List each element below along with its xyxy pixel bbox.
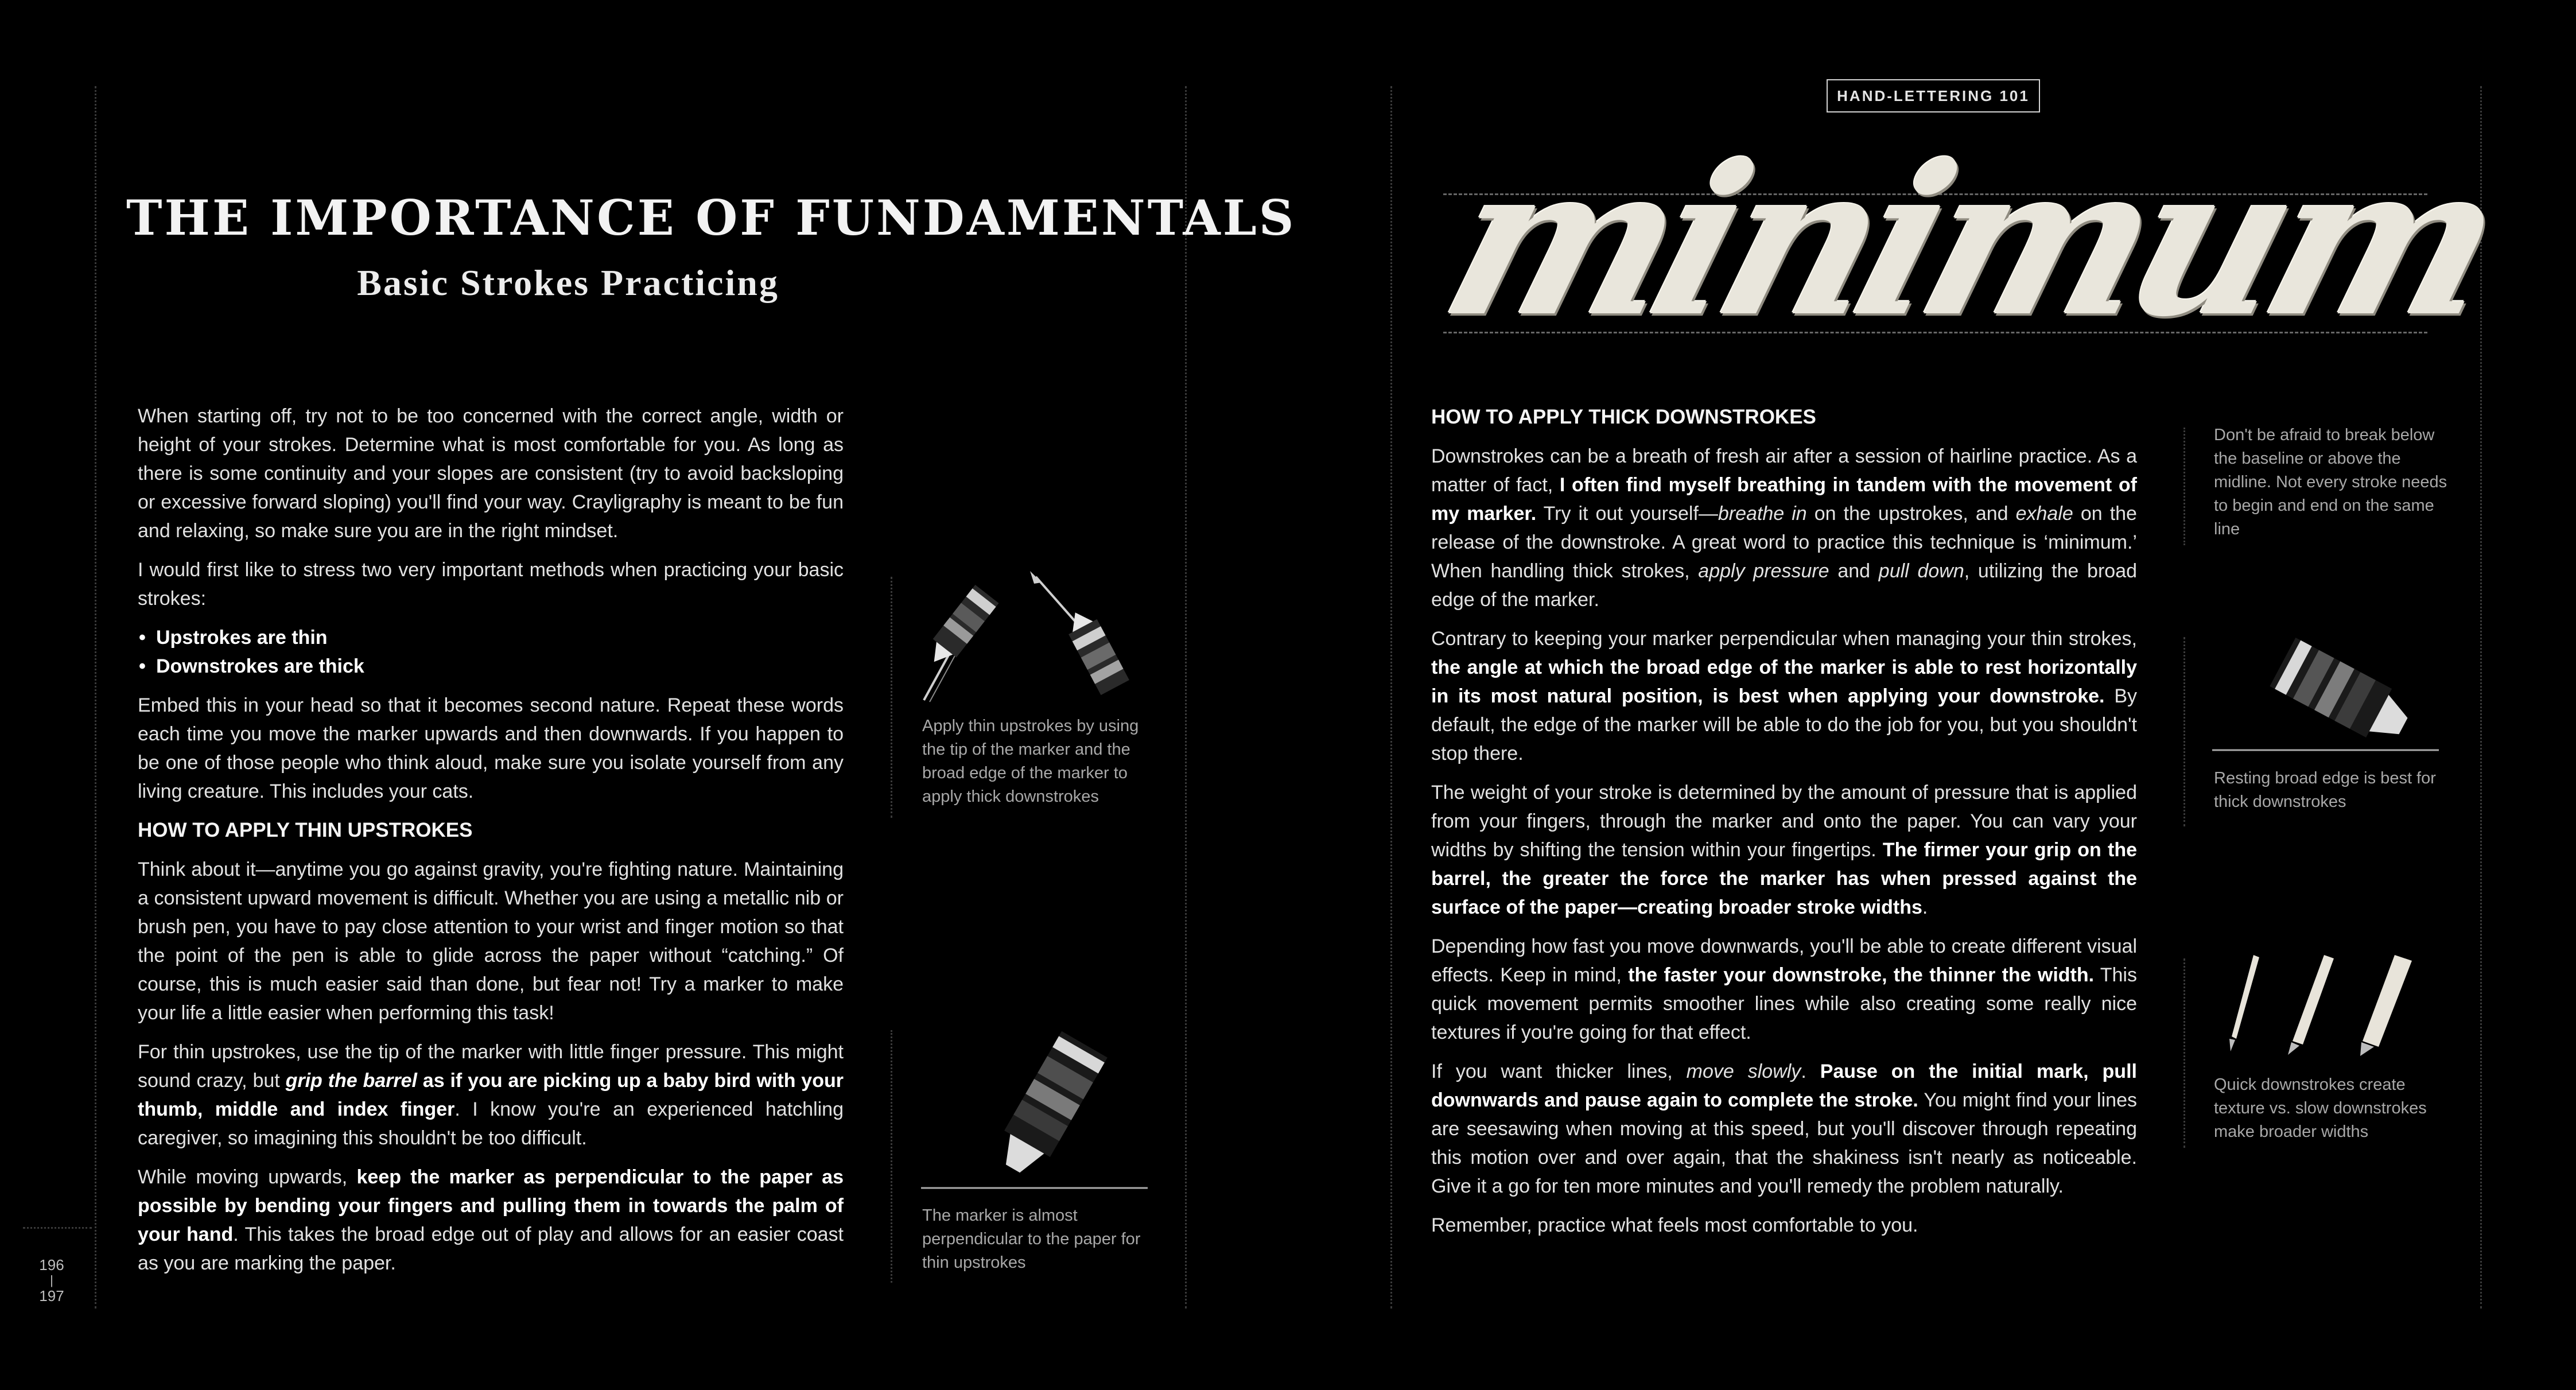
lettering-minimum: minimum (1423, 119, 2517, 362)
folio-rule (23, 1227, 92, 1229)
methods-paragraph: I would first like to stress two very important methods when practicing your basic strokes: (138, 559, 844, 609)
right-page-inner-rule (1390, 86, 1392, 1309)
breathing-paragraph: Downstrokes can be a breath of fresh air after a session of hairline practice. As a matter of fact, I often find myself breathing in tandem with the movement of my marker. Try it out yourself—breathe in on the upstrokes, and exhale on the release of the downstroke. A great word to practice this technique is ‘minimum.’ When handling thick strokes, apply pressure and pull down, utilizing the broad edge of the marker. (1431, 445, 2138, 611)
caption-rule-4 (2183, 637, 2185, 826)
thin-upstrokes-heading: HOW TO APPLY THIN UPSTROKES (138, 819, 473, 841)
right-page-outer-rule (2480, 86, 2482, 1309)
right-body-column (1431, 402, 2137, 1250)
resting-broad-edge-illustration (2212, 628, 2442, 755)
thick-downstrokes-heading: HOW TO APPLY THICK DOWNSTROKES (1431, 406, 1816, 428)
thicker-lines-paragraph: If you want thicker lines, move slowly. Pause on the initial mark, pull downwards and pause again to complete the stroke. You might find your lines are seesawing when moving at this speed, but you'll discover through repeating this motion over and over again, that the shakiness isn't nearly as noticeable. Give it a go for ten more minutes and you'll remedy the problem naturally. (1431, 1061, 2137, 1197)
caption-resting-edge: Resting broad edge is best for thick downstrokes (2214, 769, 2436, 811)
moving-upwards-paragraph: While moving upwards, keep the marker as perpendicular to the paper as possible by bending your fingers and pulling them in towards the palm of your hand. This takes the broad edge out of play and allows for an easier coast as you are marking the paper. (138, 1166, 844, 1274)
chapter-tag: HAND-LETTERING 101 (1827, 79, 2040, 112)
left-page-inner-rule (1185, 86, 1187, 1309)
caption-two-markers: Apply thin upstrokes by using the tip of the marker and the broad edge of the marker to apply thick downstrokes (922, 717, 1139, 806)
downstrokes-comparison-illustration (2212, 953, 2442, 1056)
embed-paragraph: Embed this in your head so that it becomes second nature. Repeat these words each time you move the marker upwards and then downwards. If you happen to be one of those people who think aloud, make sure you isolate yourself from any living creature. This includes your cats. (138, 694, 844, 802)
methods-list (138, 623, 844, 681)
list-item: • Upstrokes are thin (138, 623, 844, 652)
intro-paragraph: When starting off, try not to be too concerned with the correct angle, width or height of your strokes. Determine what is most comfortable for you. As long as there is some continuity and your slopes are consistent (try to avoid backsloping or excessive forward sloping) you'll find your way. Crayligraphy is meant to be fun and relaxing, so make sure you are in the right mindset. (138, 405, 844, 542)
caption-downstrokes: Quick downstrokes create texture vs. slow downstrokes make broader widths (2214, 1075, 2427, 1141)
perpendicular-marker-illustration (921, 1033, 1151, 1191)
caption-rule-3 (2183, 428, 2185, 545)
caption-perpendicular: The marker is almost perpendicular to the paper for thin upstrokes (922, 1206, 1141, 1272)
page-subtitle: Basic Strokes Practicing (357, 262, 779, 303)
page-numbers (23, 1255, 80, 1306)
thin-upstrokes-paragraph: For thin upstrokes, use the tip of the marker with little finger pressure. This might sound crazy, but grip the barrel as if you are picking up a baby bird with your thumb, middle and index finger. I know you're an experienced hatchling caregiver, so imagining this shouldn't be too difficult. (138, 1041, 844, 1149)
page-number-right: 197 (39, 1287, 64, 1304)
caption-rule-1 (891, 577, 892, 818)
left-body-column (138, 402, 844, 1288)
closing-paragraph: Remember, practice what feels most comfortable to you. (1431, 1214, 1918, 1236)
list-item: • Downstrokes are thick (138, 652, 844, 681)
gravity-paragraph: Think about it—anytime you go against gravity, you're fighting nature. Maintaining a consistent upward movement is difficult. Whether you are using a metallic nib or brush pen, you have to pay close attention to your wrist and finger motion so that the point of the pen is able to glide across the paper without “catching.” Of course, this is much easier said than done, but fear not! Try a marker to make your life a little easier when performing this task! (138, 859, 844, 1024)
page-number-separator: | (50, 1273, 53, 1287)
left-page-outer-rule (95, 86, 96, 1309)
two-markers-illustration (912, 571, 1159, 709)
caption-baseline: Don't be afraid to break below the baseline or above the midline. Not every stroke needs to begin and end on the same line (2214, 426, 2447, 538)
caption-rule-2 (891, 1030, 892, 1283)
pressure-paragraph: The weight of your stroke is determined by the amount of pressure that is applied from your fingers, through the marker and onto the paper. You can vary your widths by shifting the tension within your fingertips. The firmer your grip on the barrel, the greater the force the marker has when pressed against the surface of the paper—creating broader stroke widths. (1431, 782, 2138, 918)
page-number-left: 196 (39, 1256, 64, 1273)
angle-paragraph: Contrary to keeping your marker perpendicular when managing your thin strokes, the angle at which the broad edge of the marker is able to rest horizontally in its most natural position, is best when applying your downstroke. By default, the edge of the marker will be able to do the job for you, but you shouldn't stop there. (1431, 628, 2137, 764)
page-title: THE IMPORTANCE OF FUNDAMENTALS (126, 189, 1296, 246)
caption-rule-5 (2183, 958, 2185, 1148)
speed-paragraph: Depending how fast you move downwards, you'll be able to create different visual effects. Keep in mind, the faster your downstroke, the thinner the width. This quick movement permits smoother lines while also creating some really nice textures if you're going for that effect. (1431, 935, 2137, 1043)
